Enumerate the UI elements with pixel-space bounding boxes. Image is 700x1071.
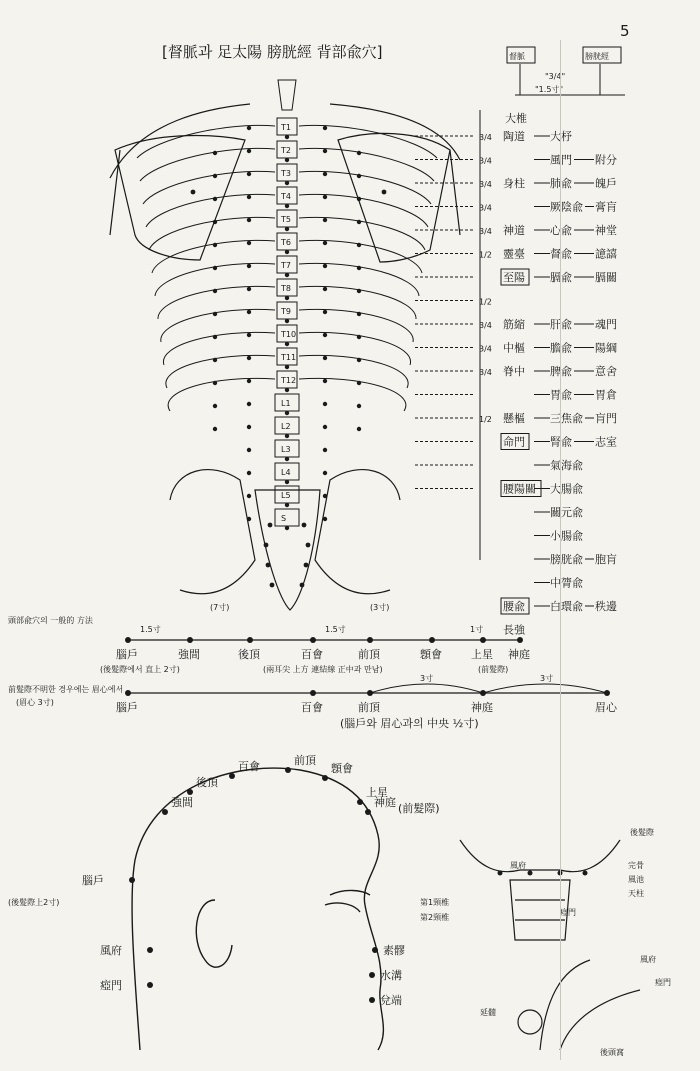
outer-point-label: 譩譆 <box>595 247 617 261</box>
head-point <box>357 799 363 805</box>
du-point-label: 命門 <box>503 435 525 449</box>
vertebra <box>275 509 299 526</box>
outer-point-label: 魄戶 <box>595 177 617 190</box>
neck-label: 瘂門 <box>560 908 576 917</box>
head-points <box>8 753 440 1007</box>
sagittal-label: 風府 <box>640 955 656 964</box>
measure-point <box>125 637 131 643</box>
measure-point <box>429 637 435 643</box>
bladder-outer-point-left <box>213 312 217 316</box>
bladder-inner-point-left <box>247 471 251 475</box>
bladder-point-label: 大杼 <box>550 130 572 143</box>
neck-label: 風府 <box>510 861 526 870</box>
neck-point <box>498 871 503 876</box>
measure-point-label: 眉心 <box>595 701 617 714</box>
vertebra-label: T10 <box>281 330 297 339</box>
bladder-inner-point-left <box>247 218 251 222</box>
measure-point-label: 神庭 <box>471 701 493 714</box>
bladder-point-label: 中膂兪 <box>550 576 583 590</box>
bladder-outer-point-right <box>357 427 361 431</box>
bladder-inner-point-right <box>323 149 327 153</box>
bladder-point-label: 膀胱兪 <box>550 553 583 566</box>
head-point <box>369 997 375 1003</box>
legend-bladder: 膀胱經 <box>585 52 609 61</box>
vertebra-label: L5 <box>281 491 291 500</box>
du-point <box>285 342 289 346</box>
du-point <box>285 457 289 461</box>
vertebra-label: T11 <box>281 353 297 362</box>
measure-point-label: 百會 <box>301 648 323 661</box>
measure-point-label: 腦戶 <box>116 648 138 661</box>
row-ratio: 3/4 <box>479 133 492 142</box>
sagittal-label: 瘂門 <box>655 978 671 987</box>
bladder-outer-point-left <box>213 427 217 431</box>
row-ratio: 1/2 <box>479 415 492 424</box>
head-point-label: 百會 <box>238 760 260 773</box>
segment-label: 1.5寸 <box>140 625 161 634</box>
head-point-label: 水溝 <box>380 969 402 982</box>
bladder-outer-point-right <box>357 381 361 385</box>
du-point <box>285 526 289 530</box>
page-title: [督脈과 足太陽 膀胱經 背部兪穴] <box>162 43 383 61</box>
vertebra-label: T8 <box>281 284 291 293</box>
bladder-point-label: 厥陰兪 <box>550 200 583 214</box>
note: (腦戶와 眉心과의 中央 ½寸) <box>340 717 479 730</box>
bladder-point-label: 白環兪 <box>550 600 583 613</box>
legend-sub2: "1.5寸" <box>535 85 564 94</box>
sagittal-label: 延髓 <box>480 1008 496 1017</box>
eye <box>325 903 360 912</box>
bladder-outer-point-right <box>357 335 361 339</box>
rib-left <box>149 217 275 250</box>
vertebra-label: T12 <box>281 376 297 385</box>
du-point-label: 長強 <box>503 623 525 637</box>
sacral-foramen-point <box>268 523 273 528</box>
bladder-inner-point-right <box>323 218 327 222</box>
outer-point-label: 意舍 <box>595 365 617 378</box>
row-ratio: 3/4 <box>479 180 492 189</box>
row-ratio: 3/4 <box>479 344 492 354</box>
du-point <box>285 227 289 231</box>
neck-label: 天柱 <box>628 889 644 898</box>
sacral-foramen-point <box>306 543 311 548</box>
du-point-label: 筋縮 <box>503 318 525 331</box>
head-point <box>229 773 235 779</box>
du-point-label: 懸樞 <box>503 412 525 425</box>
bladder-outer-point-left <box>213 197 217 201</box>
bladder-inner-point-left <box>247 356 251 360</box>
head-point <box>162 809 168 815</box>
head-point-label: 上星 <box>366 786 388 799</box>
bladder-outer-point-left <box>213 358 217 362</box>
bladder-inner-point-right <box>323 172 327 176</box>
measure-point-label: 上星 <box>471 648 493 661</box>
bladder-point-label: 胃兪 <box>550 388 572 402</box>
row-ratio: 1/2 <box>479 297 492 307</box>
head-point <box>369 972 375 978</box>
sagittal-label: 後頭窩 <box>600 1048 624 1057</box>
neck-label: 風池 <box>628 875 644 884</box>
bladder-outer-point-right <box>357 358 361 362</box>
bladder-inner-point-left <box>247 494 251 498</box>
measure-point-label: 百會 <box>301 701 323 714</box>
du-point-label: 至陽 <box>503 271 525 284</box>
bladder-inner-point-left <box>247 310 251 314</box>
outer-point-label: 膏肓 <box>595 200 617 214</box>
measure-point-label: 顖會 <box>420 648 442 661</box>
bladder-point-label: 肝兪 <box>550 318 572 331</box>
head-point <box>285 767 291 773</box>
head-point-label: 兌端 <box>380 994 402 1007</box>
note: (後髮際에서 直上 2寸) <box>100 665 180 674</box>
sacrum <box>255 490 320 610</box>
bladder-outer-point-right <box>357 312 361 316</box>
vertebra-label: T7 <box>281 261 291 270</box>
measure-point-label: 前頂 <box>358 648 380 661</box>
bladder-inner-point-right <box>323 310 327 314</box>
rib-left <box>168 378 275 411</box>
head-point-label: 素髎 <box>383 944 405 957</box>
bladder-inner-point-left <box>247 517 251 521</box>
du-point-label: 靈臺 <box>503 247 525 261</box>
bladder-inner-point-left <box>247 149 251 153</box>
bladder-inner-point-right <box>323 195 327 199</box>
rib-left <box>163 332 275 365</box>
vertebra-label: T9 <box>281 307 291 316</box>
outer-point-label: 魂門 <box>595 318 617 331</box>
du-point <box>285 503 289 507</box>
medulla-section <box>518 1010 542 1034</box>
side-point-dazhui: 大椎 <box>505 112 527 125</box>
du-point <box>285 434 289 438</box>
bladder-inner-point-right <box>323 448 327 452</box>
right-ilium <box>315 470 400 594</box>
bladder-inner-point-right <box>323 126 327 130</box>
du-point-label: 中樞 <box>503 341 525 355</box>
sacral-foramen-point <box>270 583 275 588</box>
head-note: (後髮際上2寸) <box>8 898 60 907</box>
measure-point-label: 前頂 <box>358 701 380 714</box>
left-shoulder-line <box>110 104 250 178</box>
vertebra-label: T3 <box>281 169 291 178</box>
scapula-point <box>382 190 387 195</box>
segment-label: 3寸 <box>540 674 554 683</box>
vertebra-label: S <box>281 514 287 523</box>
segment-label: 1.5寸 <box>325 625 346 634</box>
du-point <box>285 135 289 139</box>
row-ratio: 3/4 <box>479 368 492 377</box>
bladder-inner-point-left <box>247 287 251 291</box>
row-ratio: 3/4 <box>479 321 492 330</box>
du-point <box>285 273 289 277</box>
note: (兩耳尖 上方 連結線 正中과 만남) <box>263 665 383 674</box>
head-point-label: 前頂 <box>294 754 316 767</box>
du-point-label: 腰兪 <box>503 600 525 613</box>
vertebra-label: L4 <box>281 468 291 477</box>
bladder-outer-point-right <box>357 289 361 293</box>
du-point-label: 陶道 <box>503 130 525 143</box>
rib-right <box>299 355 408 388</box>
rib-left <box>161 309 275 342</box>
bladder-inner-point-left <box>247 379 251 383</box>
bladder-outer-point-left <box>213 289 217 293</box>
bladder-point-label: 三焦兪 <box>550 412 583 425</box>
measure-point <box>480 637 486 643</box>
du-point <box>285 319 289 323</box>
head-point-label: 後頂 <box>196 776 218 789</box>
bladder-inner-point-left <box>247 264 251 268</box>
bladder-point-label: 腎兪 <box>550 435 572 449</box>
bladder-point-label: 心兪 <box>550 224 572 237</box>
measure-point <box>247 637 253 643</box>
head-outline <box>132 768 383 1050</box>
rib-right <box>299 309 413 342</box>
bladder-inner-point-right <box>323 287 327 291</box>
neck-point <box>528 871 533 876</box>
bladder-point-label: 小腸兪 <box>550 529 583 543</box>
vertebra-label: T1 <box>281 123 291 132</box>
neck-label: 後髮際 <box>630 828 654 837</box>
row-ratio: 3/4 <box>479 156 492 166</box>
head-point-label: 神庭 <box>374 796 396 809</box>
note: (前髮際) <box>478 665 509 674</box>
outer-point-label: 胃倉 <box>595 388 617 402</box>
bladder-outer-point-right <box>357 174 361 178</box>
vertebra-label: T5 <box>281 215 291 224</box>
bladder-outer-point-right <box>357 151 361 155</box>
head-point <box>365 809 371 815</box>
left-scapula <box>115 136 245 260</box>
bladder-outer-point-right <box>357 266 361 270</box>
du-point <box>285 250 289 254</box>
bladder-outer-point-left <box>213 174 217 178</box>
head-point-label: 腦戶 <box>82 874 104 887</box>
bladder-inner-point-right <box>323 264 327 268</box>
sacral-foramen-point <box>302 523 307 528</box>
right-shoulder-line <box>330 104 460 160</box>
measure-line-1 <box>100 624 530 674</box>
head-point-label: 風府 <box>100 944 122 957</box>
bladder-inner-point-right <box>323 517 327 521</box>
row-ratio: 3/4 <box>479 203 492 213</box>
sacral-foramen-point <box>300 583 305 588</box>
bladder-inner-point-left <box>247 172 251 176</box>
span-label-2: (3寸) <box>370 603 390 612</box>
bladder-inner-point-right <box>323 402 327 406</box>
measure-point-label: 神庭 <box>508 648 530 661</box>
ear <box>196 900 232 967</box>
rib-right <box>299 125 437 158</box>
head-note: (前髮際) <box>398 802 440 815</box>
du-point <box>285 296 289 300</box>
head-point <box>322 775 328 781</box>
bladder-outer-point-right <box>357 404 361 408</box>
du-point <box>285 411 289 415</box>
legend-sub: "3/4" <box>545 72 566 81</box>
measure-point-label: 後頂 <box>238 648 260 661</box>
measure-point <box>310 637 316 643</box>
sacral-foramen-point <box>266 563 271 568</box>
measure-point-label: 腦戶 <box>116 701 138 714</box>
vertebra-label: T4 <box>281 192 291 201</box>
bladder-inner-point-left <box>247 241 251 245</box>
outer-point-label: 神堂 <box>595 224 617 237</box>
measure-point <box>125 690 131 696</box>
bladder-inner-point-right <box>323 379 327 383</box>
measure-point <box>517 637 523 643</box>
bladder-point-label: 膽兪 <box>550 341 572 355</box>
page-number: 5 <box>620 22 630 40</box>
vertebra-label: L1 <box>281 399 291 408</box>
bladder-inner-point-right <box>323 333 327 337</box>
arc-3cun <box>370 684 483 693</box>
bladder-point-label: 關元兪 <box>550 506 583 519</box>
measure-point <box>187 637 193 643</box>
du-point <box>285 388 289 392</box>
head-point-label: 顖會 <box>331 762 353 775</box>
head-point <box>147 982 153 988</box>
head-profile <box>132 768 383 1050</box>
outer-point-label: 陽綱 <box>595 341 617 355</box>
head-point <box>187 789 193 795</box>
outer-point-label: 胞肓 <box>595 553 617 566</box>
bladder-inner-point-left <box>247 448 251 452</box>
outer-point-label: 膈關 <box>595 271 617 284</box>
segment-label: 1寸 <box>470 625 484 634</box>
sacral-foramen-point <box>264 543 269 548</box>
vertebra-label: T2 <box>281 146 291 155</box>
bladder-inner-point-left <box>247 126 251 130</box>
du-point-label: 身柱 <box>503 177 525 190</box>
bladder-point-label: 督兪 <box>550 247 572 261</box>
du-point <box>285 480 289 484</box>
method-1: 頭部兪穴의 一般的 方法 <box>8 616 93 625</box>
bladder-point-label: 風門 <box>550 153 572 167</box>
row-ratio: 1/2 <box>479 250 492 260</box>
rib-right <box>299 378 406 411</box>
measure-point <box>367 637 373 643</box>
bladder-outer-point-right <box>357 197 361 201</box>
rib-right <box>299 217 425 250</box>
label-leaders <box>415 110 480 560</box>
bladder-point-label: 氣海兪 <box>550 459 583 472</box>
head-point <box>372 947 378 953</box>
vertebra-label: T6 <box>281 238 291 247</box>
bladder-outer-point-right <box>357 220 361 224</box>
bladder-point-label: 肺兪 <box>550 177 572 190</box>
rib-right <box>299 332 411 365</box>
du-point <box>285 365 289 369</box>
head-point-label: 瘂門 <box>100 979 122 992</box>
vertebra-label: L2 <box>281 422 291 431</box>
bladder-outer-point-left <box>213 220 217 224</box>
neck-label: 完骨 <box>628 861 644 870</box>
head-point <box>129 877 135 883</box>
head-point-label: 強間 <box>171 796 193 809</box>
bladder-inner-point-right <box>323 356 327 360</box>
bladder-inner-point-left <box>247 425 251 429</box>
bladder-outer-point-left <box>213 266 217 270</box>
du-point <box>285 181 289 185</box>
bladder-outer-point-left <box>213 335 217 339</box>
method-2b: (眉心 3寸) <box>16 698 54 707</box>
bladder-outer-point-left <box>213 404 217 408</box>
bladder-outer-point-left <box>213 151 217 155</box>
du-point <box>285 158 289 162</box>
head-point <box>147 947 153 953</box>
bladder-inner-point-left <box>247 333 251 337</box>
facing-page-shadow <box>560 40 696 1060</box>
measure-point-label: 強間 <box>178 648 200 661</box>
bladder-inner-point-right <box>323 494 327 498</box>
cervical-spine <box>278 80 296 110</box>
scapula-point <box>191 190 196 195</box>
bladder-inner-point-left <box>247 402 251 406</box>
measure-point <box>310 690 316 696</box>
measure-line-2 <box>116 673 618 730</box>
row-ratio: 3/4 <box>479 227 492 236</box>
rib-left <box>166 355 275 388</box>
outer-point-label: 肓門 <box>595 412 617 425</box>
du-point-label: 腰陽關 <box>503 482 536 496</box>
bladder-inner-point-right <box>323 471 327 475</box>
vertebra-label: L3 <box>281 445 291 454</box>
bladder-inner-point-right <box>323 241 327 245</box>
du-point-label: 神道 <box>503 224 525 237</box>
bladder-point-label: 膈兪 <box>550 271 572 284</box>
du-point-label: 脊中 <box>503 365 525 378</box>
bladder-outer-point-left <box>213 243 217 247</box>
neck-label: 第1頸椎 <box>420 898 450 907</box>
sacral-foramen-point <box>304 563 309 568</box>
outer-point-label: 志室 <box>595 435 617 449</box>
span-label-1: (7寸) <box>210 603 230 612</box>
segment-label: 3寸 <box>420 674 434 683</box>
bladder-outer-point-left <box>213 381 217 385</box>
bladder-point-label: 大腸兪 <box>550 482 583 496</box>
du-point <box>285 204 289 208</box>
method-2: 前髮際不明한 경우에는 眉心에서 <box>8 685 124 694</box>
bladder-outer-point-right <box>357 243 361 247</box>
neck-label: 第2頸椎 <box>420 913 450 922</box>
outer-point-label: 秩邊 <box>595 600 617 613</box>
legend-du: 督脈 <box>509 52 525 61</box>
bladder-point-label: 脾兪 <box>550 365 572 378</box>
outer-point-label: 附分 <box>595 153 617 167</box>
bladder-inner-point-left <box>247 195 251 199</box>
bladder-inner-point-right <box>323 425 327 429</box>
left-ilium <box>170 470 255 594</box>
